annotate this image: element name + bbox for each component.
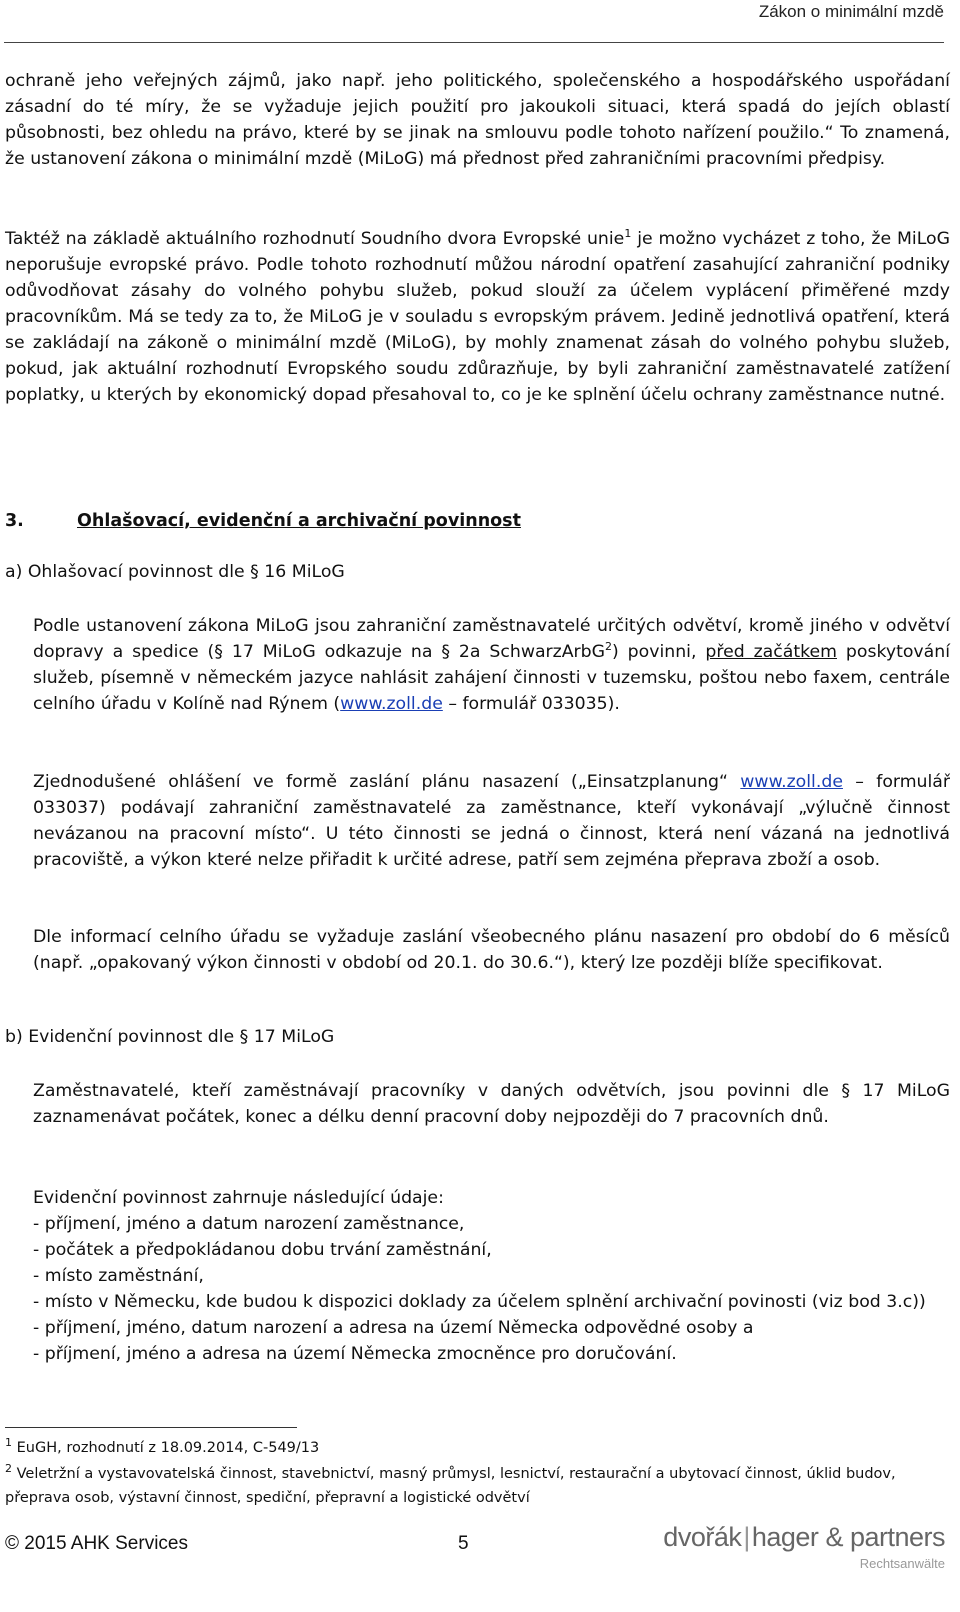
- paragraph-public-interest: ochraně jeho veřejných zájmů, jako např. jeho politického, společenského a hospodářského uspořádaní zásadní do té míry, že se vyžaduje jejich použití pro jakoukoli situaci, která spadá do jejích oblastí působnosti, bez ohledu na právo, které by se jinak na smlouvu podle tohoto nařízení použilo.“ To znamená, že ustanovení zákona o minimální mzdě (MiLoG) má přednost před zahraničními pracovními předpisy.: [5, 71, 950, 169]
- footnote-divider: [5, 1427, 297, 1428]
- paragraph-eu-court: [5, 226, 950, 408]
- paragraph-notification-duty: [33, 613, 950, 717]
- paragraph-customs-info: Dle informací celního úřadu se vyžaduje zaslání všeobecného plánu nasazení pro období do 6 měsíců (např. „opakovaný výkon činnosti v období od 20.1. do 30.6.“), který lze později blíže specifikovat.: [33, 927, 950, 973]
- logo-word-3: & partners: [825, 1522, 945, 1552]
- paragraph-eu-court-part2: je možno vycházet z toho, že MiLoG neporušuje evropské právo. Podle tohoto rozhodnutí můžou národní opatření zasahující zahraniční podniky odůvodňovat zásahy do volného pohybu služeb, pokud slouží za účelem vyplácení přiměřené mzdy pracovníkům. Má se tedy za to, že MiLoG je v souladu s evropským právem. Jedině jednotlivá opatření, která se zakládají na zákoně o minimální mzdě (MiLoG), by mohly znamenat zásah do volného pohybu služeb, pokud, jak aktuální rozhodnutí Evropského soudu zdůrazňuje, by byli zahraniční zaměstnavatelé zatížení poplatky, u kterých by ekonomický dopad přesahoval to, co je ke splnění účelu ochrany zaměstnance nutné.: [5, 229, 950, 405]
- logo-word-1: dvořák: [663, 1522, 742, 1552]
- list-item: - příjmení, jméno, datum narození a adresa na území Německa odpovědné osoby a: [33, 1318, 754, 1338]
- footnote-ref-2[interactable]: 2: [605, 640, 613, 654]
- simplified-text-1: Zjednodušené ohlášení ve formě zaslání plánu nasazení („Einsatzplanung“: [33, 772, 741, 792]
- notification-text-4: – formulář 033035).: [442, 694, 620, 714]
- footnote-1: [5, 1436, 950, 1460]
- section-title: Ohlašovací, evidenční a archivační povinnost: [77, 511, 521, 531]
- footer-copyright: © 2015 AHK Services: [5, 1533, 188, 1554]
- list-item: - místo v Německu, kde budou k dispozici doklady za účelem splnění archivační povinosti (viz bod 3.c)): [33, 1292, 926, 1312]
- simplified-text-2: – formulář 033037) podávají zahraniční zaměstnavatelé za zaměstnance, kteří vykonávají „výlučně činnost nevázanou na pracovní místo“. U této činnosti se jedná o činnost, která není vázaná na jednotlivá pracoviště, a výkon které nelze přiřadit k určité adrese, patří sem zejména přeprava zboží a osob.: [33, 772, 951, 870]
- subsection-b-title: b) Evidenční povinnost dle § 17 MiLoG: [5, 1027, 335, 1047]
- record-items-list: [33, 1185, 950, 1367]
- footnote-text: EuGH, rozhodnutí z 18.09.2014, C-549/13: [12, 1440, 320, 1456]
- notification-text-1: Podle ustanovení zákona MiLoG jsou zahraniční zaměstnavatelé určitých odvětví, kromě jiného v odvětví dopravy a spedice (§ 17 MiLoG odkazuje na § 2a SchwarzArbG: [33, 616, 950, 662]
- subsection-a-title: a) Ohlašovací povinnost dle § 16 MiLoG: [5, 562, 345, 582]
- footnote-ref-1[interactable]: 1: [624, 227, 632, 241]
- footnote-2: [5, 1462, 950, 1510]
- page-header-title: Zákon o minimální mzdě: [758, 2, 944, 21]
- section-3-heading: [5, 511, 521, 531]
- section-number: 3.: [5, 511, 24, 531]
- paragraph-eu-court-part1: Taktéž na základě aktuálního rozhodnutí Soudního dvora Evropské unie: [5, 229, 625, 249]
- footnote-text: Veletržní a vystavovatelská činnost, stavebnictví, masný průmysl, lesnictví, restaurační a ubytovací činnost, úklid budov, přeprava osob, výstavní činnost, spediční, přepravní a logistické odvětví: [5, 1466, 896, 1506]
- logo-word-2: hager: [751, 1522, 819, 1552]
- list-item: - příjmení, jméno a adresa na území Německa zmocněnce pro doručování.: [33, 1344, 677, 1364]
- notification-text-2: ) povinni,: [612, 642, 706, 662]
- zoll-link-2[interactable]: www.zoll.de: [740, 772, 843, 792]
- before-start-emphasis: před začátkem: [705, 642, 837, 662]
- header-divider: [4, 42, 944, 43]
- paragraph-record-duty: Zaměstnavatelé, kteří zaměstnávají pracovníky v daných odvětvích, jsou povinni dle § 17 MiLoG zaznamenávat počátek, konec a délku denní pracovní doby nejpozději do 7 pracovních dnů.: [33, 1081, 950, 1127]
- list-item: - počátek a předpokládanou dobu trvání zaměstnání,: [33, 1240, 492, 1260]
- list-intro: Evidenční povinnost zahrnuje následující údaje:: [33, 1188, 444, 1208]
- logo-subtitle: Rechtsanwälte: [859, 1556, 945, 1571]
- company-logo: dvořák|hager & partners Rechtsanwälte: [663, 1522, 945, 1571]
- footnote-number: 1: [5, 1436, 12, 1450]
- notification-text-3: poskytování služeb, písemně v německém jazyce nahlásit zahájení činnosti v tuzemsku, poštou nebo faxem, centrále celního úřadu v Kolíně nad Rýnem (: [33, 642, 950, 714]
- list-item: - příjmení, jméno a datum narození zaměstnance,: [33, 1214, 465, 1234]
- paragraph-simplified-notification: [33, 769, 950, 873]
- zoll-link-1[interactable]: www.zoll.de: [340, 694, 443, 714]
- list-item: - místo zaměstnání,: [33, 1266, 204, 1286]
- footnote-number: 2: [5, 1462, 12, 1476]
- page-number: 5: [458, 1533, 469, 1554]
